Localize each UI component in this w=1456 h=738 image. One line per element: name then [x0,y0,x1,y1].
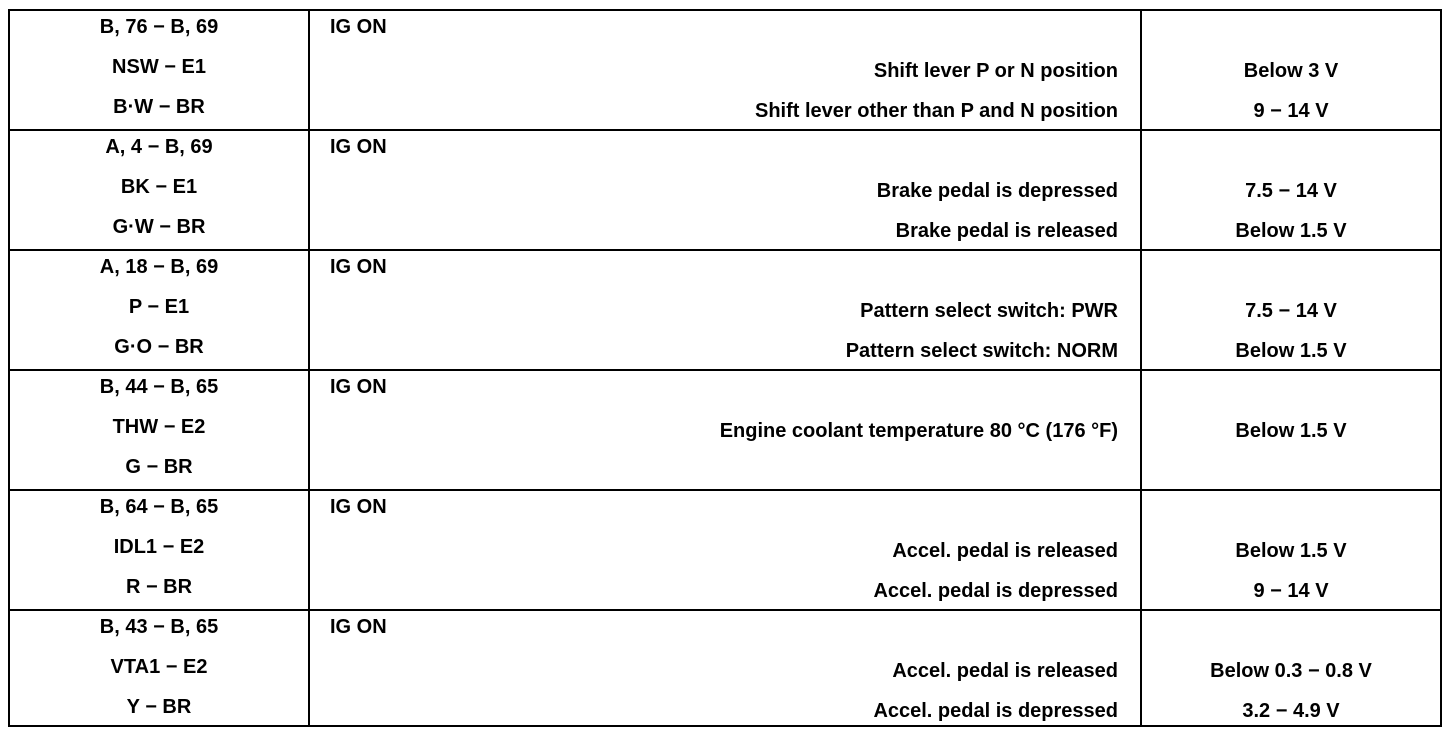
spec-cell [1142,491,1440,611]
condition-cell [310,11,1140,131]
terminal-wire-color: R − BR [125,576,193,598]
condition-cell [310,251,1140,371]
spec-cell [1142,251,1440,371]
terminal-pins: B, 44 − B, 65 [99,376,219,398]
spec-cell [1142,371,1440,491]
spec-value: Below 1.5 V [1235,340,1347,362]
spec-value: Below 1.5 V [1235,220,1347,242]
terminal-signal: VTA1 − E2 [110,656,208,678]
state-text: Pattern select switch: NORM [845,340,1118,362]
spec-value: 9 − 14 V [1253,100,1329,122]
spec-value: Below 3 V [1243,60,1339,82]
condition-cell [310,491,1140,611]
terminal-wire-color: G·O − BR [114,336,204,358]
table-row [10,11,1440,131]
terminal-voltage-table [8,9,1442,727]
table-row [10,251,1440,371]
terminal-wire-color: Y − BR [126,696,192,718]
condition-label: IG ON [330,616,387,638]
spec-value: 7.5 − 14 V [1245,180,1337,202]
table-row [10,371,1440,491]
spec-value: Below 0.3 − 0.8 V [1210,660,1372,682]
state-text: Accel. pedal is released [892,540,1118,562]
terminal-cell [10,371,308,491]
terminal-pins: B, 64 − B, 65 [99,496,219,518]
state-text: Shift lever P or N position [873,60,1118,82]
spec-value: Below 1.5 V [1235,420,1347,442]
condition-cell [310,131,1140,251]
terminal-cell [10,11,308,131]
spec-cell [1142,11,1440,131]
spec-value: 9 − 14 V [1253,580,1329,602]
state-text: Accel. pedal is depressed [873,700,1118,722]
terminal-wire-color: G·W − BR [112,216,206,238]
condition-label: IG ON [330,496,387,518]
state-text: Engine coolant temperature 80 °C (176 °F) [719,420,1118,442]
terminal-signal: THW − E2 [112,416,206,438]
terminal-signal: P − E1 [128,296,190,318]
spec-value: 7.5 − 14 V [1245,300,1337,322]
terminal-pins: B, 43 − B, 65 [99,616,219,638]
condition-cell [310,611,1140,731]
state-text: Shift lever other than P and N position [755,100,1118,122]
spec-cell [1142,611,1440,731]
terminal-signal: BK − E1 [120,176,198,198]
table-row [10,611,1440,731]
terminal-cell [10,131,308,251]
table-row [10,131,1440,251]
terminal-signal: NSW − E1 [112,56,206,78]
spec-cell [1142,131,1440,251]
state-text: Brake pedal is released [895,220,1118,242]
terminal-signal: IDL1 − E2 [113,536,205,558]
condition-cell [310,371,1140,491]
terminal-pins: A, 18 − B, 69 [99,256,219,278]
terminal-wire-color: G − BR [125,456,193,478]
terminal-wire-color: B·W − BR [113,96,205,118]
state-text: Brake pedal is depressed [876,180,1118,202]
spec-value: Below 1.5 V [1235,540,1347,562]
terminal-pins: B, 76 − B, 69 [99,16,219,38]
terminal-cell [10,611,308,731]
spec-value: 3.2 − 4.9 V [1242,700,1340,722]
condition-label: IG ON [330,16,387,38]
condition-label: IG ON [330,376,387,398]
terminal-cell [10,491,308,611]
terminal-cell [10,251,308,371]
table-row [10,491,1440,611]
terminal-pins: A, 4 − B, 69 [105,136,213,158]
state-text: Accel. pedal is released [892,660,1118,682]
state-text: Pattern select switch: PWR [860,300,1118,322]
state-text: Accel. pedal is depressed [873,580,1118,602]
condition-label: IG ON [330,136,387,158]
condition-label: IG ON [330,256,387,278]
